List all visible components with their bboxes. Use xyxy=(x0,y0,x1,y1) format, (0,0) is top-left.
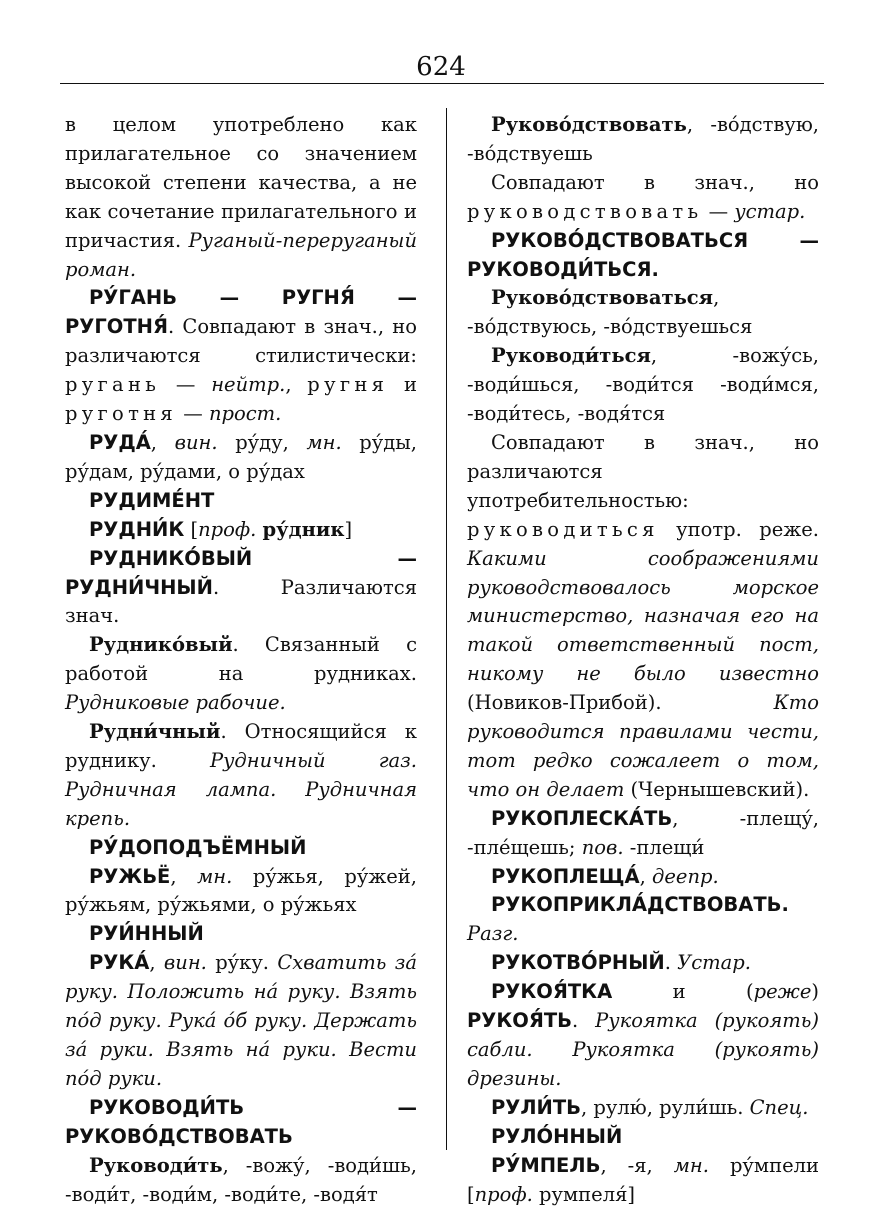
entry-rukovodstvovat: Руково́дствовать, -во́дствую, -во́дствуешь xyxy=(467,113,819,165)
entry-ruda: РУДА́, вин. ру́ду, мн. ру́ды, ру́дам, ру́дами, о ру́дах xyxy=(65,430,417,483)
entry-rukoyatka: РУКОЯ́ТКА и (реже) РУКОЯ́ТЬ. Рукоятка (рукоять) сабли. Рукоятка (рукоять) дрезины. xyxy=(467,980,819,1090)
entry-ruinny: РУИ́ННЫЙ xyxy=(89,922,204,946)
entry-rukopleshcha: РУКОПЛЕЩА́, деепр. xyxy=(491,864,719,888)
entry-continuation: в целом употреблено как прилагательное со значением высокой степени качества, а не как сочетание прилагательного и причастия. Руганый-переруганый роман. xyxy=(65,113,417,281)
entry-rukovoditsya-note: Совпадают в знач., но различаются употребительностью: руководиться употр. реже. Какими соображениями руководствовалось морское министерство, назначая его на такой ответственный пост, никому не было известно (Новиков-Прибой). Кто руководится правилами чести, тот редко сожалеет о том, что он делает (Чернышевский). xyxy=(467,430,819,801)
entry-rukovodstvovat-note: Совпадают в знач., но руководствовать — устар. xyxy=(467,170,819,223)
entry-rukopleskat: РУКОПЛЕСКА́ТЬ, -плещу́, -пле́щешь; пов. -плещи́ xyxy=(467,806,819,859)
entry-rulit: РУЛИ́ТЬ, рулю́, рули́шь. Спец. xyxy=(491,1095,809,1119)
right-column xyxy=(467,111,819,1209)
entry-rukovodstvovatsya: Руково́дствоваться, -во́дствуюсь, -во́дствуешься xyxy=(467,286,753,339)
entry-ruzhyo: РУЖЬЁ, мн. ру́жья, ру́жей, ру́жьям, ру́жьями, о ру́жьях xyxy=(65,864,417,917)
entry-rumpel: РУ́МПЕЛЬ, -я, мн. ру́мпели [проф. румпеля́] xyxy=(467,1153,819,1206)
entry-rukovodstvovatsya-rukovoditsya: РУКОВО́ДСТВОВАТЬСЯ — РУКОВОДИ́ТЬСЯ. xyxy=(467,228,819,281)
left-column xyxy=(65,111,417,1209)
entry-rukovodit-rukovodstvovat: РУКОВОДИ́ТЬ — РУКОВО́ДСТВОВАТЬ xyxy=(65,1095,417,1148)
page-number: 624 xyxy=(416,52,466,82)
entry-rudnichny: Рудни́чный. Относящийся к руднику. Рудничный газ. Рудничная лампа. Рудничная крепь. xyxy=(65,720,418,830)
entry-rudnik: РУДНИ́К [проф. ру́дник] xyxy=(89,517,353,541)
entry-rudnikovy: Руднико́вый. Связанный с работой на рудниках. Рудниковые рабочие. xyxy=(65,633,417,715)
entry-rudnikovy-rudnichny: РУДНИКО́ВЫЙ — РУДНИ́ЧНЫЙ. Различаются знач. xyxy=(65,546,417,628)
entry-rukovodit: Руководи́ть, -вожу́, -води́шь, -води́т, -води́м, -води́те, -водя́т xyxy=(65,1153,417,1206)
entry-rulonny: РУЛО́ННЫЙ xyxy=(491,1124,623,1148)
column-divider xyxy=(446,108,447,1150)
entry-rudiment: РУДИМЕ́НТ xyxy=(89,488,215,512)
entry-rugan: РУ́ГАНЬ — РУГНЯ́ — РУГОТНЯ́. Совпадают в знач., но различаются стилистически: ругань — нейтр., ругня и руготня — прост. xyxy=(65,286,417,426)
entry-rukotvorny: РУКОТВО́РНЫЙ. Устар. xyxy=(491,951,751,975)
entry-ruka: РУКА́, вин. ру́ку. Схватить за́ руку. Положить на́ руку. Взять по́д руку. Рука́ о́б руку. Держать за́ руки. Взять на́ руки. Вести по́д руки. xyxy=(65,951,418,1090)
entry-rukovoditsya: Руководи́ться, -вожу́сь, -води́шься, -води́тся -води́мся, -води́тесь, -водя́тся xyxy=(467,344,819,426)
entry-rudopodyemny: РУ́ДОПОДЪЁМНЫЙ xyxy=(89,835,307,859)
entry-rukoprikladstvovat: РУКОПРИКЛА́ДСТВОВАТЬ. Разг. xyxy=(467,893,789,946)
header-rule xyxy=(60,83,824,84)
